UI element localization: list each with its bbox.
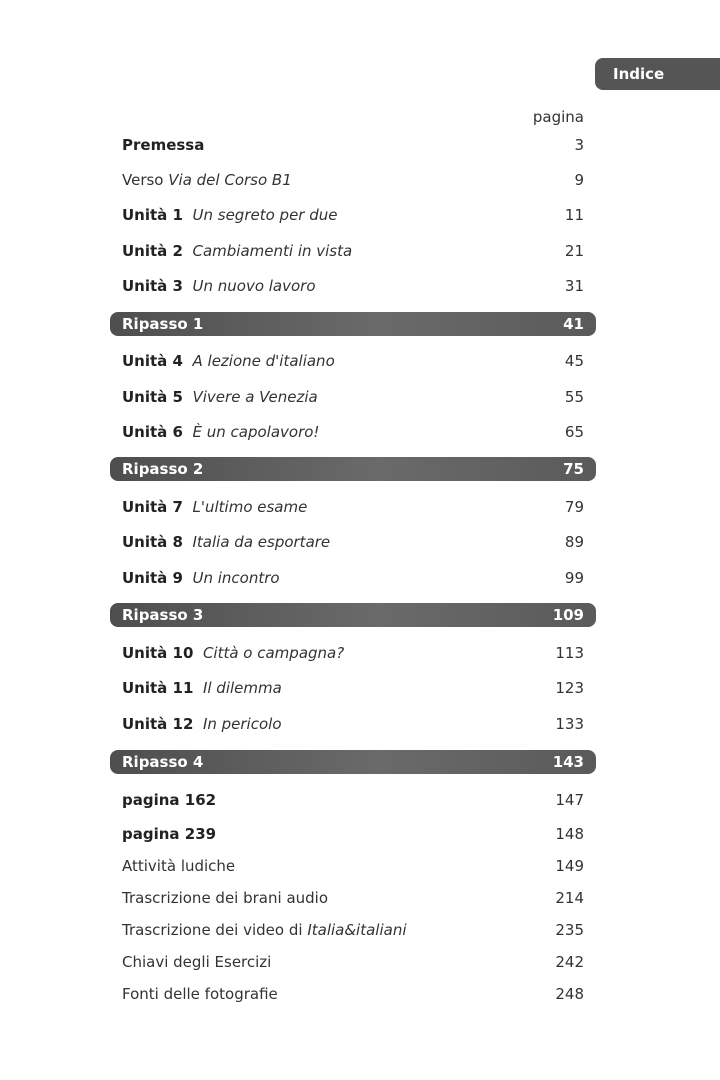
unit-number: Unità 6	[122, 423, 183, 441]
entry-label: Premessa	[122, 136, 205, 154]
toc-ripasso-3[interactable]	[110, 603, 596, 627]
unit-number: Unità 2	[122, 242, 183, 260]
toc-entry-attivita-ludiche[interactable]	[122, 854, 584, 878]
toc-entry-chiavi-esercizi[interactable]	[122, 950, 584, 974]
toc-entry-verso[interactable]	[122, 168, 584, 192]
entry-page: 149	[555, 857, 584, 875]
toc-entry-unita-8[interactable]	[122, 530, 584, 554]
unit-title: In pericolo	[202, 715, 282, 733]
entry-prefix: Trascrizione dei video di	[122, 921, 308, 939]
unit-title: Un nuovo lavoro	[192, 277, 316, 295]
toc-ripasso-1[interactable]	[110, 312, 596, 336]
entry-page: 45	[564, 352, 584, 370]
unit-number: Unità 9	[122, 569, 183, 587]
unit-number: Unità 12	[122, 715, 194, 733]
entry-page: 75	[563, 460, 584, 478]
toc-entry-unita-9[interactable]	[122, 566, 584, 590]
toc-entry-unita-3[interactable]	[122, 274, 584, 298]
entry-title: Via del Corso B1	[168, 171, 292, 189]
toc-ripasso-2[interactable]	[110, 457, 596, 481]
entry-page: 235	[555, 921, 584, 939]
ripasso-label: Ripasso 2	[122, 460, 204, 478]
entry-page: 79	[564, 498, 584, 516]
toc-entry-pagina-239[interactable]	[122, 822, 584, 846]
toc-entry-unita-5[interactable]	[122, 385, 584, 409]
unit-title: È un capolavoro!	[192, 423, 320, 441]
entry-label: Attività ludiche	[122, 857, 236, 875]
toc-entry-trascrizione-video[interactable]	[122, 918, 584, 942]
entry-page: 55	[564, 388, 584, 406]
entry-page: 133	[555, 715, 584, 733]
entry-page: 99	[564, 569, 584, 587]
toc-entry-premessa[interactable]	[122, 133, 584, 157]
unit-title: Cambiamenti in vista	[192, 242, 353, 260]
unit-number: Unità 5	[122, 388, 183, 406]
toc-entry-unita-2[interactable]	[122, 239, 584, 263]
entry-label: Chiavi degli Esercizi	[122, 953, 272, 971]
unit-title: Un segreto per due	[192, 206, 338, 224]
toc-entry-unita-10[interactable]	[122, 641, 584, 665]
toc-entry-unita-11[interactable]	[122, 676, 584, 700]
unit-title: Città o campagna?	[202, 644, 345, 662]
entry-page: 148	[555, 825, 584, 843]
entry-title: Italia&italiani	[307, 921, 407, 939]
unit-number: Unità 4	[122, 352, 183, 370]
unit-number: Unità 3	[122, 277, 183, 295]
toc-entry-unita-7[interactable]	[122, 495, 584, 519]
toc-entry-fonti-fotografie[interactable]	[122, 982, 584, 1006]
entry-label: pagina 239	[122, 825, 217, 843]
entry-label: pagina 162	[122, 791, 217, 809]
unit-number: Unità 1	[122, 206, 183, 224]
unit-title: L'ultimo esame	[192, 498, 308, 516]
unit-title: Italia da esportare	[192, 533, 331, 551]
entry-page: 147	[555, 791, 584, 809]
unit-number: Unità 7	[122, 498, 183, 516]
toc-entry-unita-4[interactable]	[122, 349, 584, 373]
entry-page: 143	[552, 753, 584, 771]
index-tab: Indice	[595, 58, 720, 90]
entry-page: 41	[563, 315, 584, 333]
entry-label: Trascrizione dei brani audio	[122, 889, 329, 907]
ripasso-label: Ripasso 3	[122, 606, 204, 624]
toc-entry-trascrizione-audio[interactable]	[122, 886, 584, 910]
toc-entry-unita-12[interactable]	[122, 712, 584, 736]
entry-page: 65	[564, 423, 584, 441]
ripasso-label: Ripasso 4	[122, 753, 204, 771]
entry-page: 11	[564, 206, 584, 224]
entry-page: 89	[564, 533, 584, 551]
ripasso-label: Ripasso 1	[122, 315, 204, 333]
toc-entry-unita-6[interactable]	[122, 420, 584, 444]
entry-page: 214	[555, 889, 584, 907]
entry-page: 21	[564, 242, 584, 260]
entry-page: 31	[564, 277, 584, 295]
entry-page: 242	[555, 953, 584, 971]
entry-page: 113	[555, 644, 584, 662]
toc-entry-pagina-162[interactable]	[122, 788, 584, 812]
unit-title: Un incontro	[192, 569, 280, 587]
unit-number: Unità 8	[122, 533, 183, 551]
page-column-header: pagina	[532, 108, 584, 126]
entry-prefix: Verso	[122, 171, 169, 189]
entry-page: 248	[555, 985, 584, 1003]
unit-number: Unità 11	[122, 679, 194, 697]
unit-number: Unità 10	[122, 644, 194, 662]
entry-label: Fonti delle fotografie	[122, 985, 278, 1003]
unit-title: Il dilemma	[202, 679, 282, 697]
unit-title: A lezione d'italiano	[192, 352, 335, 370]
entry-page: 9	[574, 171, 584, 189]
entry-page: 109	[552, 606, 584, 624]
toc-ripasso-4[interactable]	[110, 750, 596, 774]
toc-entry-unita-1[interactable]	[122, 203, 584, 227]
unit-title: Vivere a Venezia	[192, 388, 318, 406]
entry-page: 3	[574, 136, 584, 154]
entry-page: 123	[555, 679, 584, 697]
